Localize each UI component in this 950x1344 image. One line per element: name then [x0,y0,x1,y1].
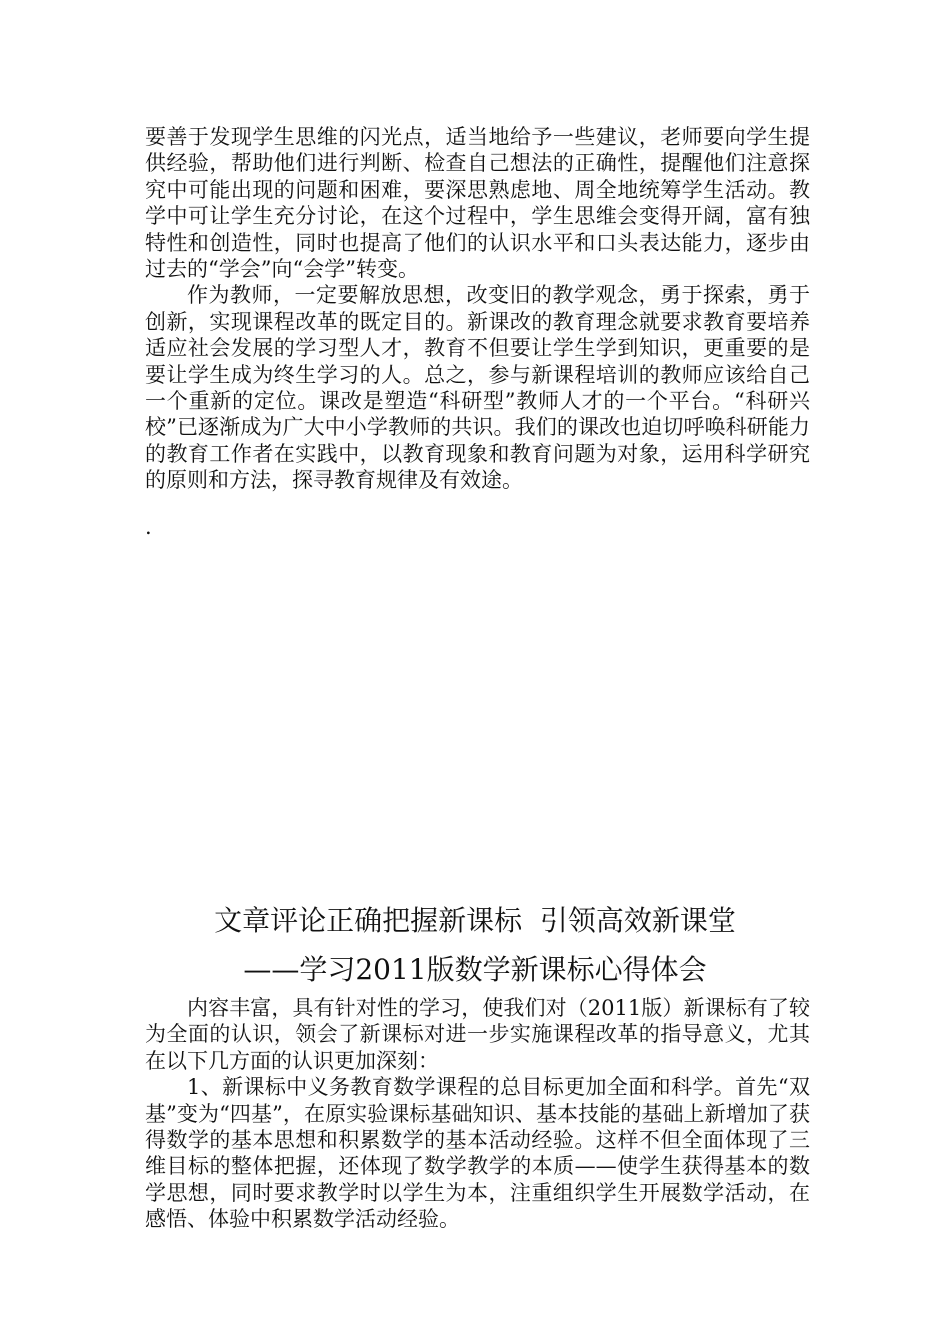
body-paragraph: 作为教师，一定要解放思想，改变旧的教学观念，勇于探索，勇于创新，实现课程改革的既定目的。新课改的教育理念就要求教育要培养适应社会发展的学习型人才，教育不但要让学生学到知识，更重要的是要让学生成为终生学习的人。总之，参与新课程培训的教师应该给自己一个重新的定位。课改是塑造“科研型”教师人才的一个平台。“科研兴校”已逐渐成为广大中小学教师的共识。我们的课改也迫切呼唤科研能力的教育工作者在实践中，以教育现象和教育问题为对象，运用科学研究的原则和方法，探寻教育规律及有效途。 [145,283,810,493]
body-paragraph: 1、新课标中义务教育数学课程的总目标更加全面和科学。首先“双基”变为“四基”，在原实验课标基础知识、基本技能的基础上新增加了获得数学的基本思想和积累数学的基本活动经验。这样不但全面体现了三维目标的整体把握，还体现了数学教学的本质——使学生获得基本的数学思想，同时要求教学时以学生为本，注重组织学生开展数学活动，在感悟、体验中积累数学活动经验。 [145,1075,810,1232]
separator-dot: . [145,515,152,539]
body-paragraph: 内容丰富，具有针对性的学习，使我们对（2011版）新课标有了较为全面的认识，领会了新课标对进一步实施课程改革的指导意义，尤其在以下几方面的认识更加深刻： [145,996,810,1073]
article-body [145,995,810,1233]
top-text-section [145,124,810,494]
article-title: 文章评论正确把握新课标 引领高效新课堂 [214,904,736,937]
body-paragraph-continuation: 要善于发现学生思维的闪光点，适当地给予一些建议，老师要向学生提供经验，帮助他们进行判断、检查自己想法的正确性，提醒他们注意探究中可能出现的问题和困难，要深思熟虑地、周全地统筹学生活动。教学中可让学生充分讨论，在这个过程中，学生思维会变得开阔，富有独特性和创造性，同时也提高了他们的认识水平和口头表达能力，逐步由过去的“学会”向“会学”转变。 [145,125,810,282]
article-subtitle: ——学习2011版数学新课标心得体会 [243,953,707,986]
